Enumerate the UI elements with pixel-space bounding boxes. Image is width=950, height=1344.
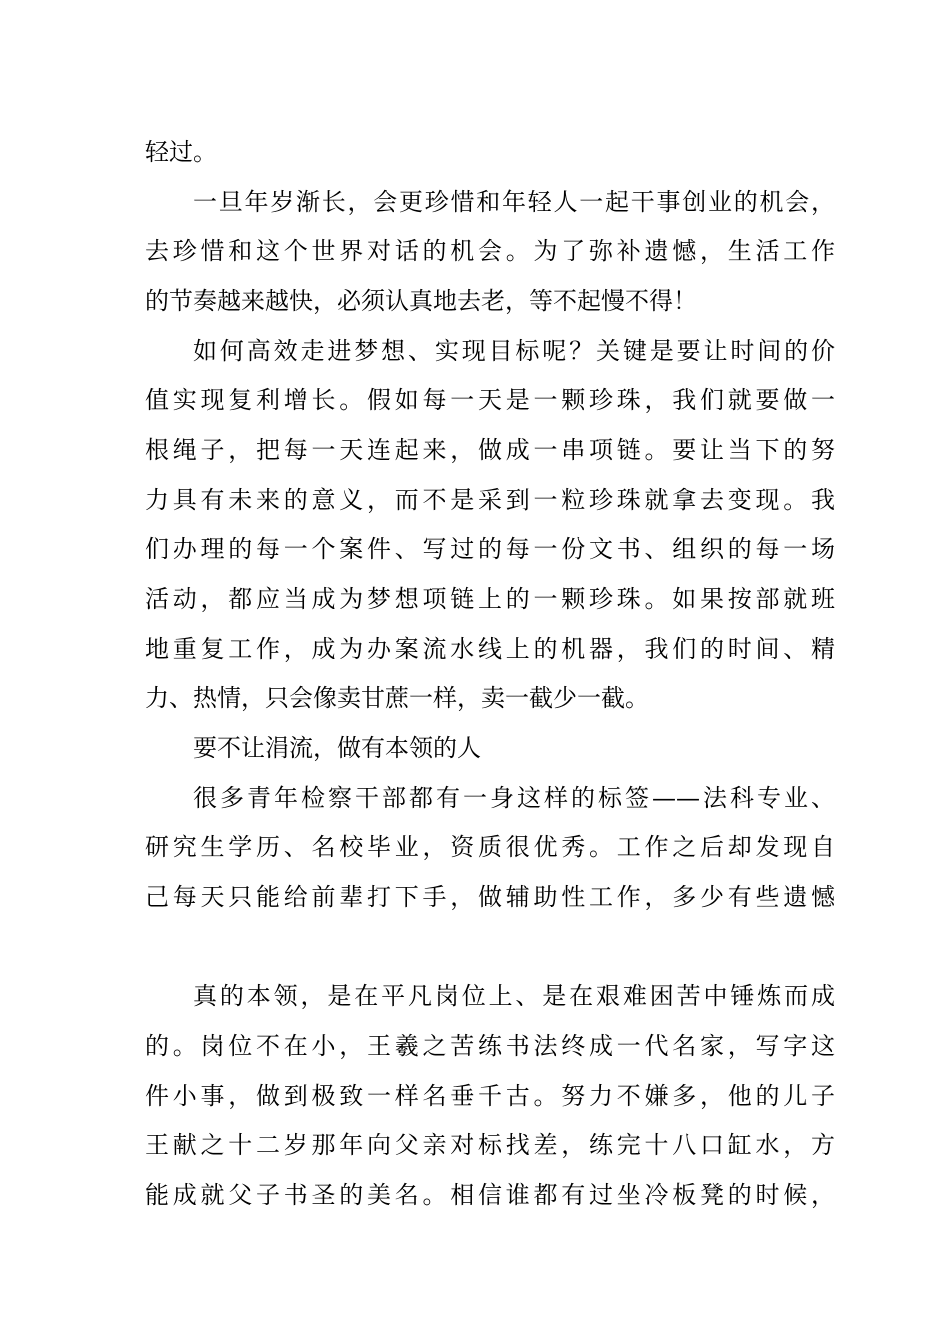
text-line: 值实现复利增长。假如每一天是一颗珍珠，我们就要做一 <box>145 386 835 414</box>
text-line: 活动，都应当成为梦想项链上的一颗珍珠。如果按部就班 <box>145 585 835 613</box>
text-line: 们办理的每一个案件、写过的每一份文书、组织的每一场 <box>145 535 835 563</box>
paragraph-first-line: 一旦年岁渐长，会更珍惜和年轻人一起干事创业的机会， <box>193 188 835 216</box>
text-line: 力、热情，只会像卖甘蔗一样，卖一截少一截。 <box>145 684 649 712</box>
text-line: 的。岗位不在小，王羲之苦练书法终成一代名家，写字这 <box>145 1032 835 1060</box>
paragraph-first-line: 真的本领，是在平凡岗位上、是在艰难困苦中锤炼而成 <box>193 982 835 1010</box>
text-line: 的节奏越来越快，必须认真地去老，等不起慢不得！ <box>145 287 697 315</box>
paragraph-first-line: 很多青年检察干部都有一身这样的标签——法科专业、 <box>193 784 835 812</box>
text-line: 能成就父子书圣的美名。相信谁都有过坐冷板凳的时候， <box>145 1181 835 1209</box>
text-line: 己每天只能给前辈打下手，做辅助性工作，多少有些遗憾 <box>145 883 835 911</box>
text-line: 根绳子，把每一天连起来，做成一串项链。要让当下的努 <box>145 436 835 464</box>
text-line: 轻过。 <box>145 138 217 166</box>
text-line: 件小事，做到极致一样名垂千古。努力不嫌多，他的儿子 <box>145 1082 835 1110</box>
text-line: 去珍惜和这个世界对话的机会。为了弥补遗憾，生活工作 <box>145 237 835 265</box>
paragraph-first-line: 如何高效走进梦想、实现目标呢？关键是要让时间的价 <box>193 337 835 365</box>
text-line: 力具有未来的意义，而不是采到一粒珍珠就拿去变现。我 <box>145 486 835 514</box>
text-line: 研究生学历、名校毕业，资质很优秀。工作之后却发现自 <box>145 833 835 861</box>
text-line: 王献之十二岁那年向父亲对标找差，练完十八口缸水，方 <box>145 1131 835 1159</box>
section-heading: 要不让涓流，做有本领的人 <box>193 734 481 762</box>
text-line: 地重复工作，成为办案流水线上的机器，我们的时间、精 <box>145 635 835 663</box>
